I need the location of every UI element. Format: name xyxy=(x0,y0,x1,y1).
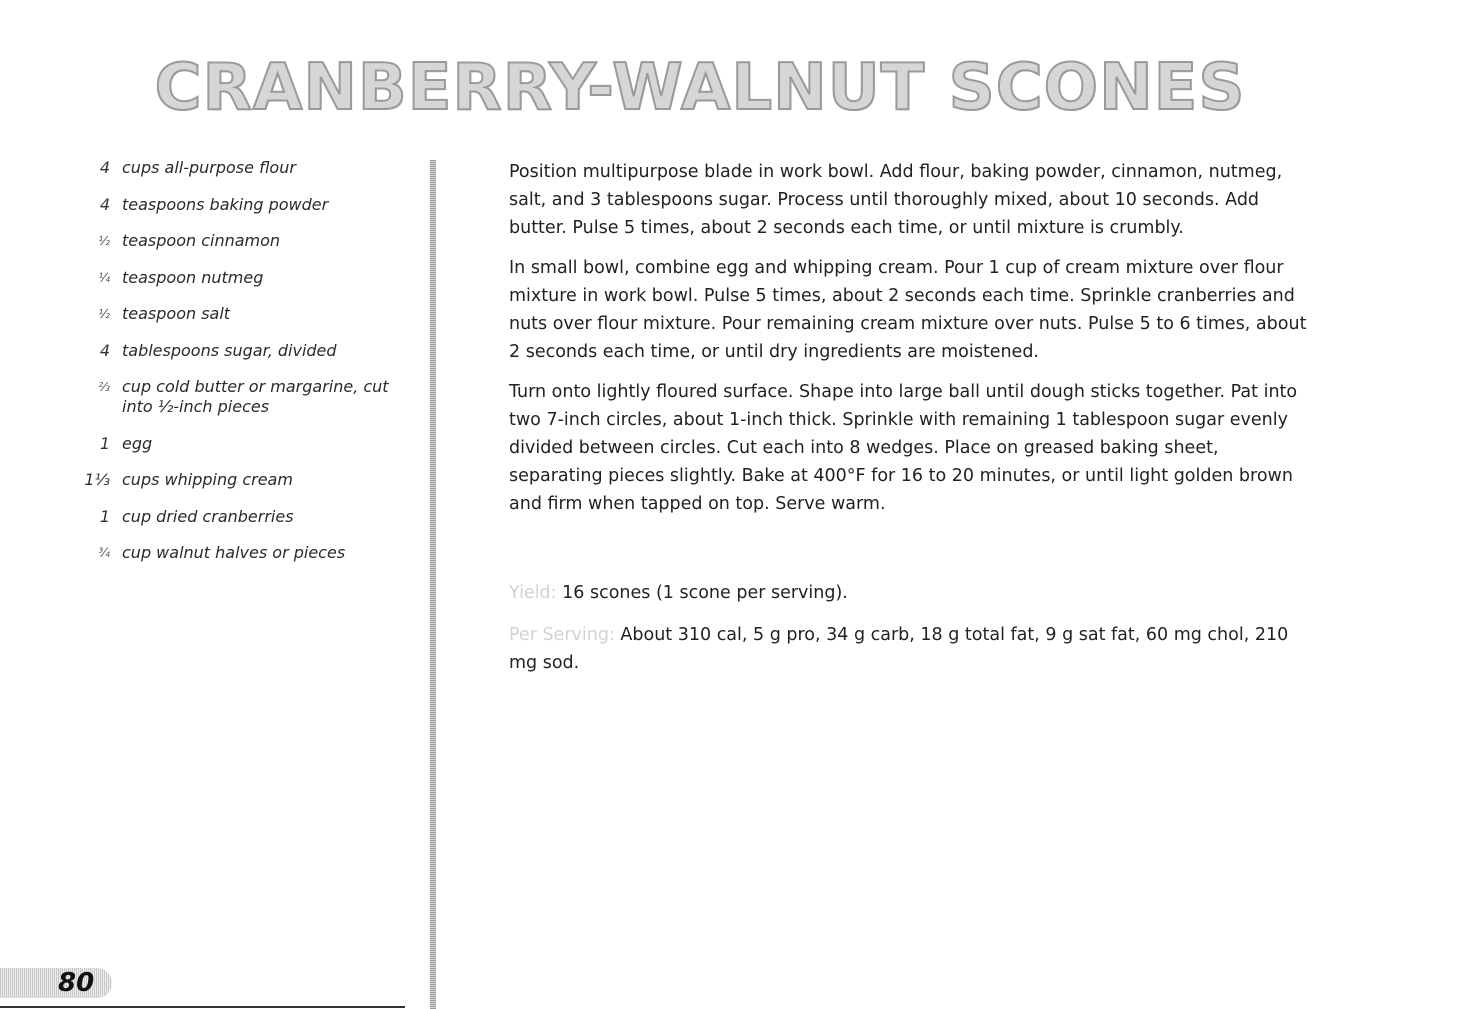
page-number-tab xyxy=(0,968,112,998)
ingredient-quantity: ½ xyxy=(98,307,110,321)
ingredient-quantity: ¾ xyxy=(98,546,110,560)
ingredient-quantity: ½ xyxy=(98,234,110,248)
ingredient-name: tablespoons sugar, divided xyxy=(122,340,337,360)
ingredient-item xyxy=(62,377,402,417)
column-divider xyxy=(430,160,436,1009)
ingredient-name: teaspoon nutmeg xyxy=(122,267,264,287)
ingredient-item xyxy=(62,470,402,490)
ingredient-name: cups all-purpose flour xyxy=(122,158,296,177)
ingredient-quantity: 1⅓ xyxy=(84,470,110,489)
nutrition-line xyxy=(509,621,1289,677)
ingredient-list xyxy=(62,158,402,580)
ingredient-name: cups whipping cream xyxy=(122,470,293,489)
method-text xyxy=(509,158,1309,530)
ingredient-quantity: 1 xyxy=(99,433,110,453)
ingredient-quantity: 4 xyxy=(99,340,110,360)
yield-line xyxy=(509,579,1309,607)
per-serving-value: About 310 cal, 5 g pro, 34 g carb, 18 g total fat, 9 g sat fat, 60 mg chol, 210 mg sod. xyxy=(509,625,1289,673)
ingredient-name: teaspoon cinnamon xyxy=(122,231,281,250)
ingredient-quantity: ¼ xyxy=(98,270,110,285)
per-serving-label: Per Serving: xyxy=(509,625,615,645)
ingredient-name: cup cold butter or margarine, cut into ½-inch pieces xyxy=(122,377,389,416)
ingredient-item xyxy=(62,158,402,178)
ingredient-item xyxy=(62,195,402,215)
ingredient-item xyxy=(62,304,402,324)
ingredient-item xyxy=(62,231,402,251)
ingredient-quantity: 4 xyxy=(99,194,110,214)
ingredient-name: teaspoons baking powder xyxy=(122,194,329,214)
ingredient-item xyxy=(62,434,402,454)
yield-label: Yield: xyxy=(509,583,557,603)
ingredient-quantity: 4 xyxy=(99,158,110,177)
ingredient-item xyxy=(62,341,402,361)
recipe-title: CRANBERRY-WALNUT SCONES xyxy=(154,51,1246,125)
ingredient-quantity: 1 xyxy=(99,506,110,526)
yield-value: 16 scones (1 scone per serving). xyxy=(562,583,848,603)
ingredient-name: egg xyxy=(122,433,153,453)
ingredient-name: cup walnut halves or pieces xyxy=(122,543,346,562)
method-step-2: In small bowl, combine egg and whipping cream. Pour 1 cup of cream mixture over flour mixture in work bowl. Pulse 5 times, about 2 seconds each time. Sprinkle cranberries and nuts over flour mixture. Pour remaining cream mixture over nuts. Pulse 5 to 6 times, about 2 seconds each time, or until dry ingredients are moistened. xyxy=(509,258,1307,362)
page-number: 80 xyxy=(58,968,95,998)
bottom-rule xyxy=(0,1006,405,1008)
ingredient-item xyxy=(62,543,402,563)
method-step-3: Turn onto lightly floured surface. Shape into large ball until dough sticks together. Pat into two 7-inch circles, about 1-inch thick. Sprinkle with remaining 1 tablespoon sugar evenly divided between circles. Cut each into 8 wedges. Place on greased baking sheet, separating pieces slightly. Bake at 400°F for 16 to 20 minutes, or until light golden brown and firm when tapped on top. Serve warm. xyxy=(509,382,1298,514)
ingredient-quantity: ⅔ xyxy=(98,380,110,394)
ingredient-item xyxy=(62,268,402,288)
ingredient-item xyxy=(62,507,402,527)
ingredient-name: teaspoon salt xyxy=(122,304,231,323)
method-step-1: Position multipurpose blade in work bowl. Add flour, baking powder, cinnamon, nutmeg, salt, and 3 tablespoons sugar. Process until thoroughly mixed, about 10 seconds. Add butter. Pulse 5 times, about 2 seconds each time, or until mixture is crumbly. xyxy=(509,162,1283,238)
ingredient-name: cup dried cranberries xyxy=(122,506,294,526)
